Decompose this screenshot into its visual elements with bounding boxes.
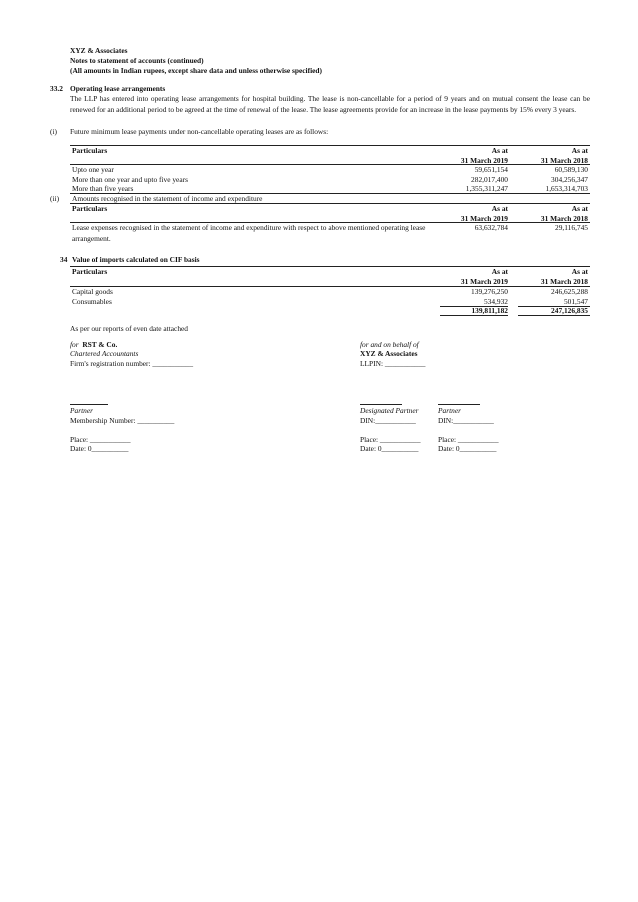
col-2019-label: As at [491, 146, 508, 155]
col-2018-date: 31 March 2018 [540, 213, 588, 223]
part-ii-text: Amounts recognised in the statement of income and expenditure [72, 194, 263, 203]
partner-title: Partner [70, 406, 93, 415]
row-label: Capital goods [72, 287, 113, 296]
row-value-2018: 1,653,314,703 [545, 184, 588, 193]
row-label-continued: arrangement. [72, 233, 111, 243]
amounts-note: (All amounts in Indian rupees, except share data and unless otherwise specified) [70, 66, 322, 75]
recognised-amounts-table [70, 204, 590, 223]
col-particulars: Particulars [72, 146, 108, 155]
col-2019-date: 31 March 2019 [460, 155, 508, 165]
auditor-date: Date: 0__________ [70, 444, 129, 453]
part-i-marker: (i) [50, 127, 57, 136]
for-label: for [70, 340, 79, 349]
row-value-2019: 1,355,311,247 [465, 184, 508, 193]
firm-registration: Firm's registration number: ___________ [70, 359, 194, 368]
lease-paragraph: The LLP has entered into operating lease arrangements for hospital building. The lease is non-cancellable for a period of 9 years and on mutual consent the lease can be renewed for an additional period to be agreed at the time of renewal of the lease. The lease agreements provide for an increase in the lease payments by 15% every 3 years. [70, 94, 590, 114]
col-2019-date: 31 March 2019 [460, 213, 508, 223]
total-2018: 247,126,835 [551, 306, 588, 315]
imports-rows [70, 287, 590, 306]
row-value-2018: 304,256,347 [551, 174, 588, 184]
row-value-2019: 139,276,250 [471, 287, 508, 296]
llp-name: XYZ & Associates [360, 349, 418, 358]
auditor-firm: RST & Co. [82, 340, 118, 349]
row-value-2018: 501,547 [563, 296, 588, 306]
report-line: As per our reports of even date attached [70, 324, 188, 333]
document-header [70, 46, 322, 76]
signature-line [438, 404, 480, 405]
designated-partner-title: Designated Partner [360, 406, 419, 415]
partner-date: Date: 0__________ [438, 444, 497, 453]
imports-table [70, 267, 590, 286]
imports-total [70, 306, 590, 316]
designated-partner-din: DIN:___________ [360, 416, 416, 425]
auditor-role: Chartered Accountants [70, 349, 139, 358]
signature-line [360, 404, 402, 405]
col-2018-date: 31 March 2018 [540, 155, 588, 165]
company-name: XYZ & Associates [70, 46, 128, 55]
total-underline-2018 [518, 315, 590, 316]
row-value-2019: 59,651,154 [474, 165, 508, 174]
table-row [70, 287, 590, 297]
membership-number: Membership Number: __________ [70, 416, 175, 425]
row-value-2019: 534,932 [483, 296, 508, 306]
col-particulars: Particulars [72, 267, 108, 276]
table-row [70, 165, 590, 175]
row-label: More than five years [72, 184, 134, 193]
total-2019: 139,811,182 [471, 306, 508, 315]
part-ii-marker: (ii) [50, 194, 60, 203]
partner-title-2: Partner [438, 406, 461, 415]
partner-place: Place: ___________ [438, 435, 499, 444]
col-particulars: Particulars [72, 204, 108, 213]
row-value-2019: 63,632,784 [474, 223, 508, 232]
llpin-field: LLPIN: ___________ [360, 359, 426, 368]
auditor-place: Place: ___________ [70, 435, 131, 444]
section-34-number: 34 [60, 255, 68, 264]
table-header-row [70, 146, 590, 156]
total-row [70, 306, 590, 316]
section-34-title: Value of imports calculated on CIF basis [72, 255, 200, 264]
col-2018-date: 31 March 2018 [540, 276, 588, 286]
row-value-2018: 29,116,745 [555, 223, 588, 232]
table-header-row [70, 277, 590, 287]
part-i-text: Future minimum lease payments under non-cancellable operating leases are as follows: [70, 127, 329, 136]
col-2018-label: As at [571, 204, 588, 213]
col-2019-date: 31 March 2019 [460, 276, 508, 286]
section-title: Operating lease arrangements [70, 84, 166, 93]
table-row [70, 223, 590, 234]
total-underline-2019 [440, 315, 508, 316]
row-value-2018: 246,625,288 [551, 287, 588, 296]
table-row-continued [70, 234, 590, 244]
col-2018-label: As at [571, 146, 588, 155]
auditor-for [70, 340, 117, 349]
section-number: 33.2 [50, 84, 63, 93]
future-lease-rows [70, 165, 590, 194]
row-value-2019: 282,017,400 [471, 174, 508, 184]
designated-partner-place: Place: ___________ [360, 435, 421, 444]
row-label: More than one year and upto five years [72, 174, 188, 184]
on-behalf-label: for and on behalf of [360, 340, 419, 349]
notes-title: Notes to statement of accounts (continued) [70, 56, 204, 65]
row-value-2018: 60,589,130 [554, 165, 588, 174]
designated-partner-date: Date: 0__________ [360, 444, 419, 453]
col-2018-label: As at [571, 267, 588, 276]
col-2019-label: As at [491, 267, 508, 276]
recognised-amounts-rows [70, 223, 590, 243]
table-header-row [70, 204, 590, 214]
signature-line [70, 404, 108, 405]
partner-din: DIN:___________ [438, 416, 494, 425]
future-lease-table [70, 146, 590, 165]
table-header-row [70, 267, 590, 277]
col-2019-label: As at [491, 204, 508, 213]
row-label: Lease expenses recognised in the statement of income and expenditure with respect to above mentioned operating lease [72, 223, 426, 232]
row-label: Consumables [72, 296, 112, 306]
table-row [70, 175, 590, 185]
row-label: Upto one year [72, 165, 114, 174]
table-row [70, 297, 590, 307]
